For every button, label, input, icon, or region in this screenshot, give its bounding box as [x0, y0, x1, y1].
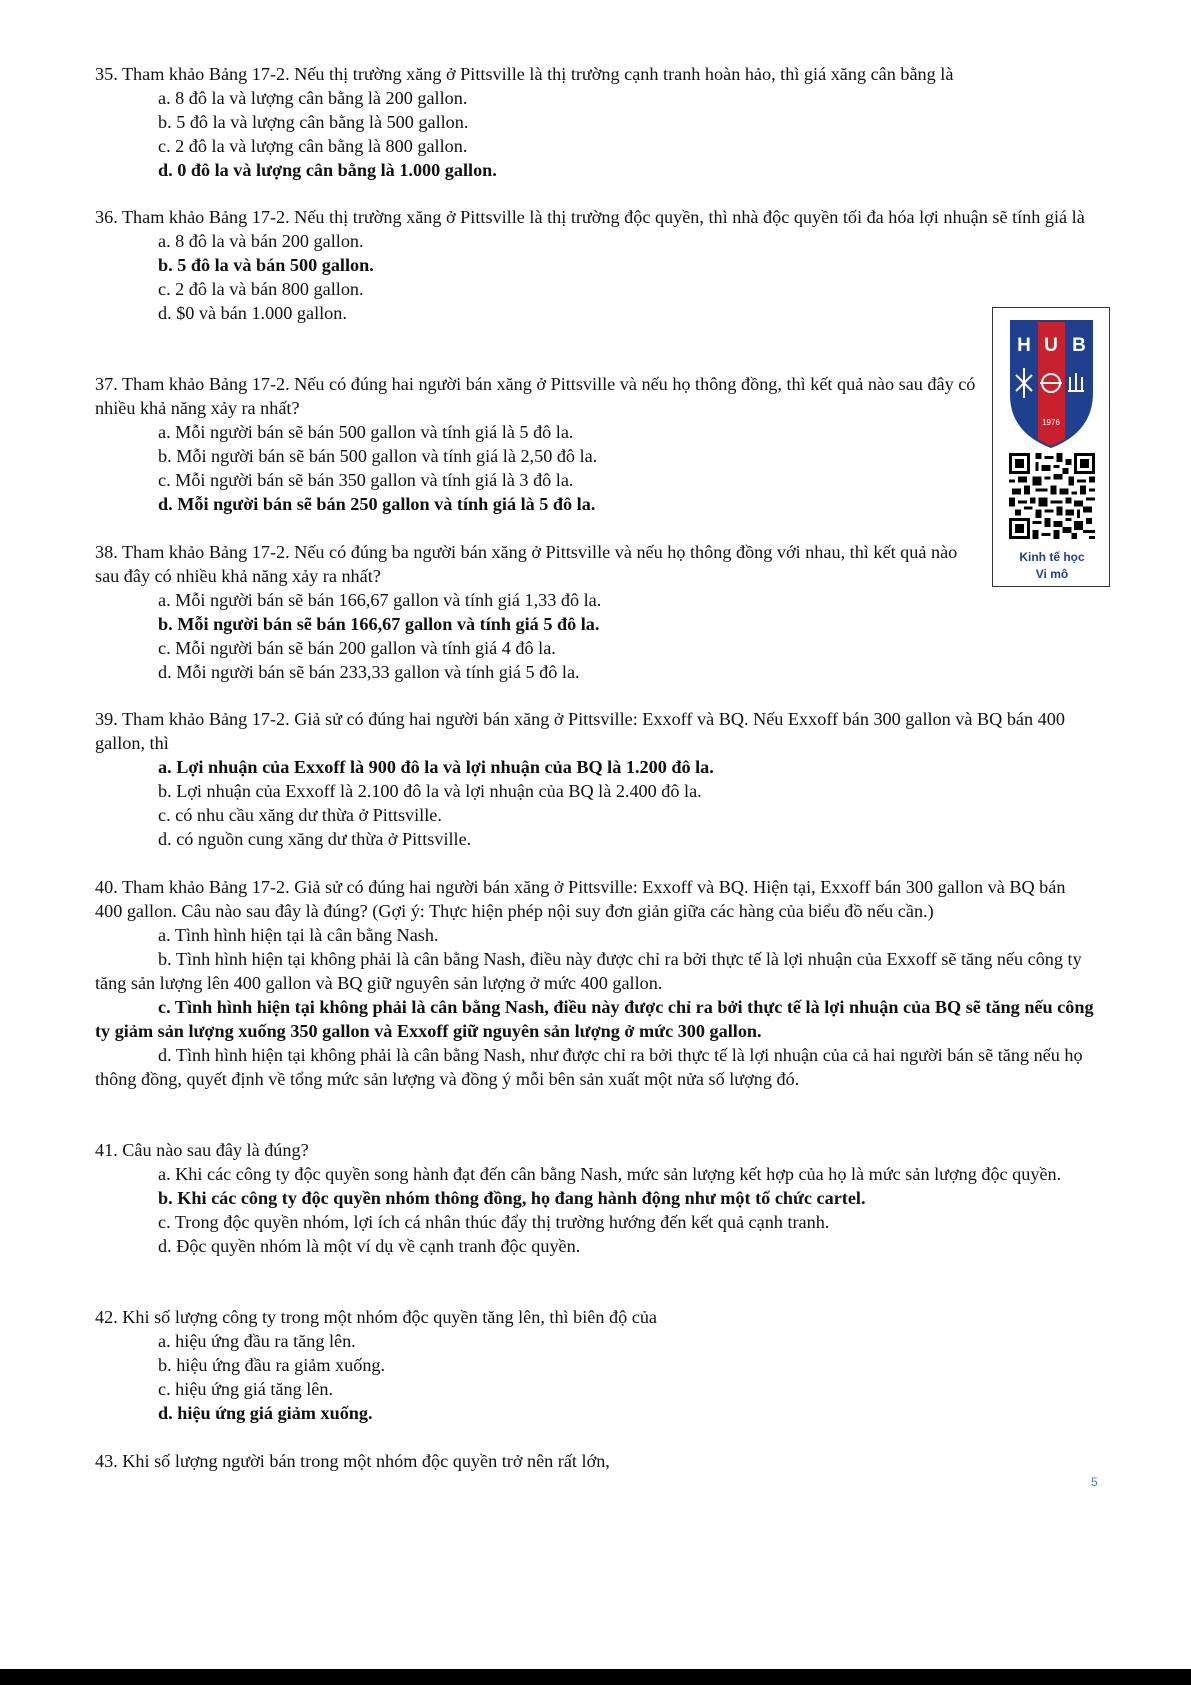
question-stem: 37. Tham khảo Bảng 17-2. Nếu có đúng hai người bán xăng ở Pittsville và nếu họ thông đồng, thì kết quả nào sau đây có nhiều khả năng xảy ra nhất? [95, 374, 976, 418]
option-b-answer: b. Mỗi người bán sẽ bán 166,67 gallon và tính giá 5 đô la. [158, 614, 600, 634]
qr-code-icon[interactable] [1009, 453, 1095, 539]
option-d: d. Mỗi người bán sẽ bán 233,33 gallon và tính giá 5 đô la. [158, 662, 580, 682]
question-36 [95, 205, 1095, 325]
hub-shield-logo [994, 313, 1109, 453]
option-a: a. Mỗi người bán sẽ bán 500 gallon và tính giá là 5 đô la. [158, 422, 574, 442]
option-c: c. Mỗi người bán sẽ bán 200 gallon và tính giá 4 đô la. [158, 638, 556, 658]
question-stem: 42. Khi số lượng công ty trong một nhóm độc quyền tăng lên, thì biên độ của [95, 1307, 657, 1327]
option-d-answer: d. 0 đô la và lượng cân bằng là 1.000 gallon. [158, 160, 497, 180]
page-number: 5 [1091, 1475, 1098, 1489]
option-a: a. 8 đô la và lượng cân bằng là 200 gallon. [158, 88, 468, 108]
option-a: a. Mỗi người bán sẽ bán 166,67 gallon và tính giá 1,33 đô la. [158, 590, 602, 610]
question-stem: 40. Tham khảo Bảng 17-2. Giả sử có đúng hai người bán xăng ở Pittsville: Exxoff và BQ. Hiện tại, Exxoff bán 300 gallon và BQ bán 400 gallon. Câu nào sau đây là đúng? (Gợi ý: Thực hiện phép nội suy đơn giản giữa các hàng của biểu đồ nếu cần.) [95, 877, 1066, 921]
question-42 [95, 1305, 1095, 1425]
option-c: c. 2 đô la và lượng cân bằng là 800 gallon. [158, 136, 468, 156]
question-35 [95, 62, 1095, 182]
question-37 [95, 372, 985, 516]
option-d: d. Tình hình hiện tại không phải là cân bằng Nash, như được chỉ ra bởi thực tế là lợi nhuận của cả hai người bán sẽ tăng nếu họ thông đồng, quyết định về tổng mức sản lượng và đồng ý mỗi bên sản xuất một nửa số lượng đó. [95, 1045, 1083, 1089]
option-a: a. Tình hình hiện tại là cân bằng Nash. [158, 925, 439, 945]
option-c-answer: c. Tình hình hiện tại không phải là cân bằng Nash, điều này được chỉ ra bởi thực tế là lợi nhuận của BQ sẽ tăng nếu công ty giảm sản lượng xuống 350 gallon và Exxoff giữ nguyên sản lượng ở mức 300 gallon. [95, 997, 1094, 1041]
option-c: c. hiệu ứng giá tăng lên. [158, 1379, 334, 1399]
option-b: b. Tình hình hiện tại không phải là cân bằng Nash, điều này được chỉ ra bởi thực tế là lợi nhuận của Exxoff sẽ tăng nếu công ty tăng sản lượng lên 400 gallon và BQ giữ nguyên sản lượng ở mức 400 gallon. [95, 949, 1082, 993]
option-c: c. Trong độc quyền nhóm, lợi ích cá nhân thúc đẩy thị trường hướng đến kết quả cạnh tranh. [158, 1212, 830, 1232]
question-stem: 43. Khi số lượng người bán trong một nhóm độc quyền trở nên rất lớn, [95, 1451, 610, 1471]
logo-letter-u: U [1044, 335, 1058, 356]
option-b-answer: b. Khi các công ty độc quyền nhóm thông đồng, họ đang hành động như một tổ chức cartel. [158, 1188, 866, 1208]
option-a: a. Khi các công ty độc quyền song hành đạt đến cân bằng Nash, mức sản lượng kết hợp của họ là mức sản lượng độc quyền. [158, 1164, 1062, 1184]
logo-letter-b: B [1072, 335, 1086, 356]
option-a: a. 8 đô la và bán 200 gallon. [158, 231, 364, 251]
option-c: c. Mỗi người bán sẽ bán 350 gallon và tính giá là 3 đô la. [158, 470, 574, 490]
question-38 [95, 540, 975, 684]
option-b: b. Lợi nhuận của Exxoff là 2.100 đô la và lợi nhuận của BQ là 2.400 đô la. [158, 781, 702, 801]
option-b: b. hiệu ứng đầu ra giảm xuống. [158, 1355, 386, 1375]
option-d: d. Độc quyền nhóm là một ví dụ về cạnh tranh độc quyền. [158, 1236, 581, 1256]
option-d-answer: d. hiệu ứng giá giảm xuống. [158, 1403, 373, 1423]
option-b: b. Mỗi người bán sẽ bán 500 gallon và tính giá là 2,50 đô la. [158, 446, 598, 466]
option-a: a. hiệu ứng đầu ra tăng lên. [158, 1331, 356, 1351]
question-40 [95, 875, 1095, 1091]
option-d: d. $0 và bán 1.000 gallon. [158, 303, 347, 323]
logo-caption-line1: Kinh tế học [1019, 550, 1085, 564]
question-stem: 39. Tham khảo Bảng 17-2. Giả sử có đúng hai người bán xăng ở Pittsville: Exxoff và BQ. Nếu Exxoff bán 300 gallon và BQ bán 400 gallon, thì [95, 709, 1065, 753]
option-b: b. 5 đô la và lượng cân bằng là 500 gallon. [158, 112, 469, 132]
option-a-answer: a. Lợi nhuận của Exxoff là 900 đô la và lợi nhuận của BQ là 1.200 đô la. [158, 757, 714, 777]
question-stem: 36. Tham khảo Bảng 17-2. Nếu thị trường xăng ở Pittsville là thị trường độc quyền, thì nhà độc quyền tối đa hóa lợi nhuận sẽ tính giá là [95, 207, 1085, 227]
option-c: c. 2 đô la và bán 800 gallon. [158, 279, 364, 299]
logo-year: 1976 [1042, 418, 1060, 427]
bottom-border [0, 1669, 1191, 1685]
option-d-answer: d. Mỗi người bán sẽ bán 250 gallon và tính giá là 5 đô la. [158, 494, 596, 514]
logo-caption-line2: Vi mô [1035, 567, 1069, 581]
question-stem: 35. Tham khảo Bảng 17-2. Nếu thị trường xăng ở Pittsville là thị trường cạnh tranh hoàn hảo, thì giá xăng cân bằng là [95, 64, 954, 84]
question-stem: 41. Câu nào sau đây là đúng? [95, 1140, 309, 1160]
logo-letter-h: H [1017, 335, 1031, 356]
hub-logo-box [992, 307, 1110, 587]
option-c: c. có nhu cầu xăng dư thừa ở Pittsville. [158, 805, 442, 825]
question-stem: 38. Tham khảo Bảng 17-2. Nếu có đúng ba người bán xăng ở Pittsville và nếu họ thông đồng với nhau, thì kết quả nào sau đây có nhiều khả năng xảy ra nhất? [95, 542, 958, 586]
option-d: d. có nguồn cung xăng dư thừa ở Pittsville. [158, 829, 472, 849]
question-41 [95, 1138, 1095, 1258]
question-43 [95, 1449, 1095, 1473]
question-39 [95, 707, 1095, 851]
option-b-answer: b. 5 đô la và bán 500 gallon. [158, 255, 374, 275]
